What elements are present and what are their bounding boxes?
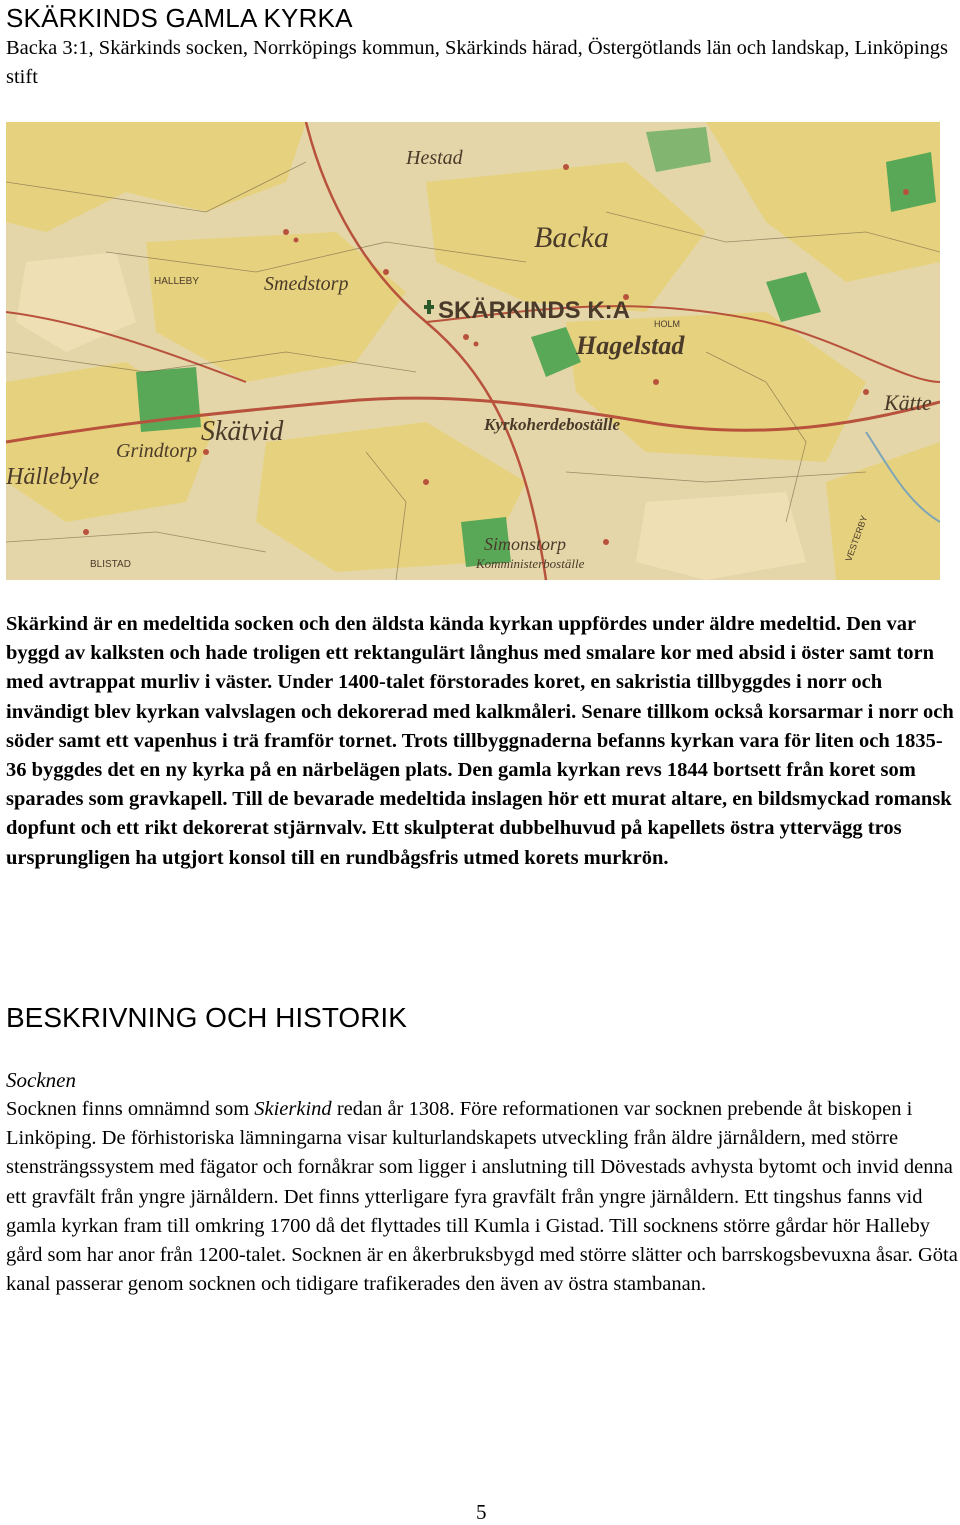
map-label-katte: Kätte [884, 390, 932, 415]
map-graphic [6, 122, 940, 580]
body-paragraph [6, 1095, 958, 1299]
intro-paragraph: Skärkind är en medeltida socken och den äldsta kända kyrkan uppfördes under äldre medeltid. Den var byggd av kalksten och hade troligen ett rektangulärt långhus med smalare kor med absid i öster samt torn med avtrappat murliv i väster. Under 1400-talet förstorades koret, en sakristia tillbyggdes i norr och invändigt blev kyrkan valvslagen och dekorerad med kalkmåleri. Senare tillkom också korsarmar i norr och söder samt ett vapenhus i trä framför tornet. Trots tillbyggnaderna befanns kyrkan vara för liten och 1835-36 byggdes det en ny kyrka på en närbelägen plats. Den gamla kyrkan revs 1844 bortsett från koret som sparades som gravkapell. Till de bevarade medeltida inslagen hör ett murat altare, en bildsmyckad romansk dopfunt och ett rikt dekorerat stjärnvalv. Ett skulpterat dubbelhuvud på kapellets östra yttervägg tros ursprungligen ha utgjort konsol till en rundbågsfris utmed korets murkrön. [6, 613, 954, 869]
map-label-skarkinds-kyrka: SKÄRKINDS K:A [438, 297, 630, 324]
map-label-grindtorp: Grindtorp [116, 440, 198, 462]
section-subheading: Socknen [6, 1068, 76, 1092]
location-subtitle: Backa 3:1, Skärkinds socken, Norrköpings kommun, Skärkinds härad, Östergötlands län och landskap, Linköpings stift [6, 37, 948, 88]
historic-name: Skierkind [254, 1098, 332, 1120]
map-label-hestad: Hestad [406, 147, 463, 169]
body-text-part: Socknen finns omnämnd som [6, 1098, 255, 1120]
map-label-hallebyle: Hällebyle [6, 464, 100, 490]
historical-map [6, 122, 940, 580]
map-label-hagelstad: Hagelstad [576, 331, 685, 360]
map-label-blistad: BLISTAD [90, 559, 131, 570]
map-label-halleby: HALLEBY [154, 276, 200, 287]
page-number: 5 [476, 1500, 487, 1524]
map-label-holm: HOLM [654, 319, 681, 329]
map-label-vesterby: VESTERBY [843, 514, 870, 563]
map-label-kyrkoherdebostalle: Kyrkoherdeboställe [484, 415, 620, 434]
section-heading: BESKRIVNING OCH HISTORIK [6, 1002, 407, 1033]
map-label-komministerbostalle: Komministerboställe [476, 556, 585, 571]
map-label-skatvid: Skätvid [201, 416, 284, 447]
map-label-simonstorp: Simonstorp [484, 534, 567, 554]
page-title: SKÄRKINDS GAMLA KYRKA [6, 3, 353, 33]
body-text-part: redan år 1308. Före reformationen var socknen prebende åt biskopen i Linköping. De förhistoriska lämningarna visar kulturlandskapets utveckling från äldre järnåldern, med större stensträngssystem med fägator och fornåkrar som ligger i anslutning till Dövestads avhysta bytomt och invid denna ett gravfält från yngre järnåldern. Det finns ytterligare fyra gravfält från yngre järnåldern. Ett tingshus fanns vid gamla kyrkan fram till omkring 1700 då det flyttades till Kumla i Gistad. Till socknens större gårdar hör Halleby gård som har anor från 1200-talet. Socknen är en åkerbruksbygd med större slätter och barrskogsbevuxna åsar. Göta kanal passerar genom socknen och tidigare trafikerades den även av östra stambanan. [6, 1098, 958, 1296]
forest-patch [886, 152, 936, 212]
map-label-smedstorp: Smedstorp [264, 273, 349, 295]
map-label-backa: Backa [534, 221, 609, 254]
